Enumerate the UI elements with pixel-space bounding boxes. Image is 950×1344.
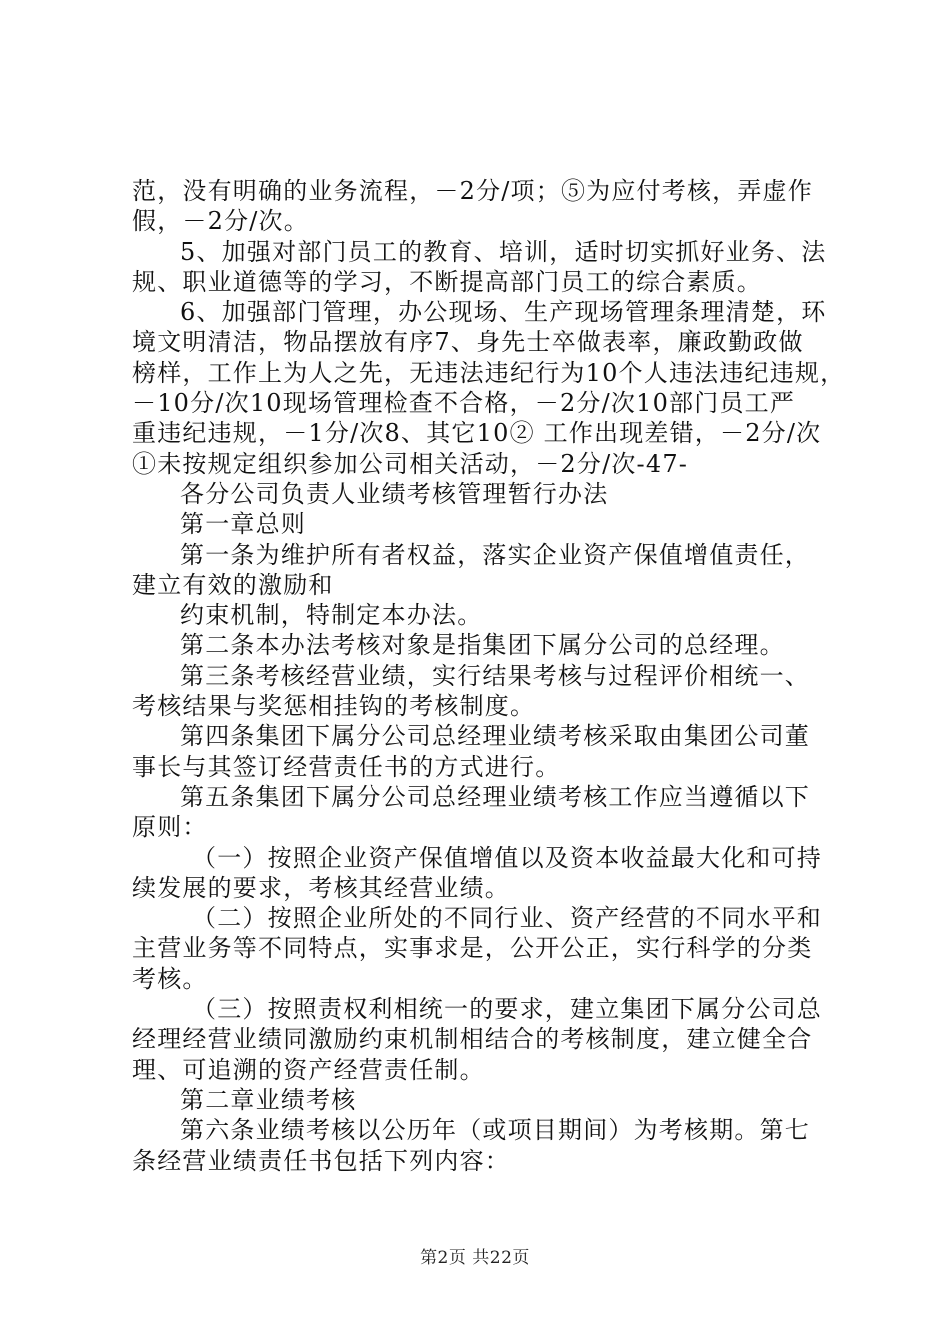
chapter-heading: 第一章总则	[180, 510, 306, 539]
text-line: 规、职业道德等的学习，不断提高部门员工的综合素质。	[132, 267, 762, 296]
text-line: 境文明清洁，物品摆放有序7、身先士卒做表率，廉政勤政做	[132, 328, 804, 357]
chapter-heading: 第二章业绩考核	[180, 1085, 357, 1114]
text-line: 原则：	[132, 813, 208, 842]
text-line: 条经营业绩责任书包括下列内容：	[132, 1146, 510, 1175]
text-line: （一）按照企业资产保值增值以及资本收益最大化和可持	[192, 843, 822, 872]
text-line: 第五条集团下属分公司总经理业绩考核工作应当遵循以下	[180, 782, 810, 811]
text-line: 6、加强部门管理，办公现场、生产现场管理条理清楚，环	[180, 298, 827, 327]
document-body	[132, 176, 846, 1176]
text-line: 假，－2分/次。	[132, 207, 309, 236]
text-line: 建立有效的激励和	[132, 570, 334, 599]
text-line: 第四条集团下属分公司总经理业绩考核采取由集团公司董	[180, 722, 810, 751]
text-line: 范，没有明确的业务流程，－2分/项；⑤为应付考核，弄虚作	[132, 177, 813, 205]
text-line: （二）按照企业所处的不同行业、资产经营的不同水平和	[192, 904, 822, 933]
text-line: 重违纪违规，－1分/次8、其它10② 工作出现差错，－2分/次	[132, 419, 822, 448]
text-line: 第六条业绩考核以公历年（或项目期间）为考核期。第七	[180, 1116, 810, 1145]
text-line: 考核结果与奖惩相挂钩的考核制度。	[132, 692, 536, 721]
text-line: 约束机制，特制定本办法。	[180, 601, 483, 630]
text-line: 考核。	[132, 964, 208, 993]
text-line: 榜样，工作上为人之先，无违法违纪行为10个人违法违纪违规，	[132, 358, 846, 387]
text-line: 第三条考核经营业绩，实行结果考核与过程评价相统一、	[180, 661, 810, 690]
text-line: 续发展的要求，考核其经营业绩。	[132, 873, 510, 902]
text-line: 经理经营业绩同激励约束机制相结合的考核制度，建立健全合	[132, 1025, 813, 1054]
text-line: 主营业务等不同特点，实事求是，公开公正，实行科学的分类	[132, 934, 813, 963]
text-line: 5、加强对部门员工的教育、培训，适时切实抓好业务、法	[180, 237, 827, 266]
text-line: 事长与其签订经营责任书的方式进行。	[132, 752, 561, 781]
text-line: 第二条本办法考核对象是指集团下属分公司的总经理。	[180, 631, 785, 660]
text-line: （三）按照责权利相统一的要求，建立集团下属分公司总	[192, 995, 822, 1024]
page-number-footer: 第2页 共22页	[420, 1248, 530, 1268]
text-line: 第一条为维护所有者权益，落实企业资产保值增值责任，	[180, 540, 810, 569]
text-line: 理、可追溯的资产经营责任制。	[132, 1055, 485, 1084]
section-title: 各分公司负责人业绩考核管理暂行办法	[180, 479, 609, 508]
text-line: ①未按规定组织参加公司相关活动，－2分/次-47-	[132, 449, 689, 478]
text-line: －10分/次10现场管理检查不合格，－2分/次10部门员工严	[132, 389, 796, 418]
